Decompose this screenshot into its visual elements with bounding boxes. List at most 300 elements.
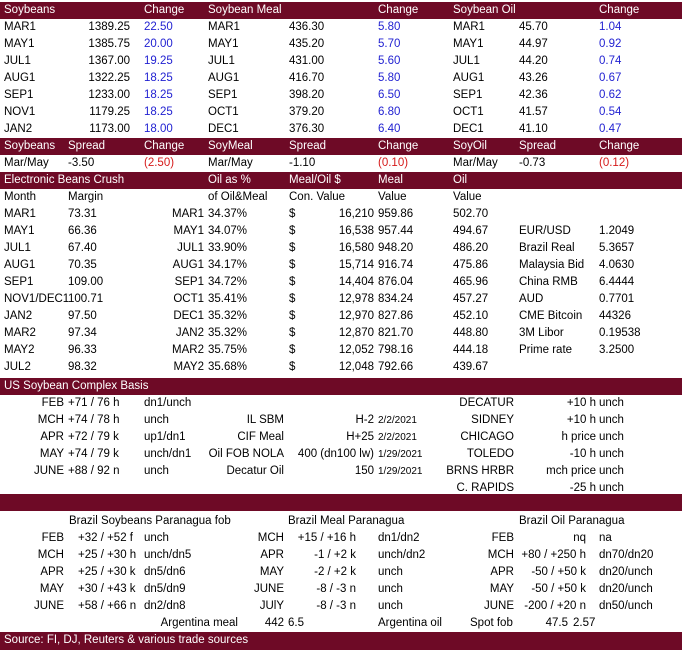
crush-meal-value: 792.66 [378, 361, 414, 373]
crush-oil-header: Oil [453, 174, 468, 186]
soymeal-price: 435.20 [289, 38, 325, 50]
fx-row [0, 223, 682, 240]
futures-row [0, 121, 682, 138]
crush-oil-pct: 33.90% [208, 242, 248, 254]
fx-label: China RMB [519, 276, 578, 288]
crush-margin: 97.34 [68, 327, 97, 339]
soymeal-month: MAR1 [208, 21, 240, 33]
brazil-meal-change: unch [378, 600, 403, 612]
crush-oil-pct: 35.32% [208, 310, 248, 322]
basis-row [0, 446, 682, 463]
fx-row [0, 274, 682, 291]
crush-meal-value: 798.16 [378, 344, 414, 356]
brazil-oil-month: MAY [489, 583, 514, 595]
crush-dollar: $ [289, 361, 296, 373]
soyoil-price: 43.26 [519, 72, 548, 84]
fx-row [0, 308, 682, 325]
crush-dollar: $ [289, 276, 296, 288]
soybean-price: 1322.25 [88, 72, 130, 84]
crush-oil-value: 502.70 [453, 208, 489, 220]
crush-month-2: MAR1 [172, 208, 204, 220]
crush-dollar: $ [289, 259, 296, 271]
brazil-oil-month: MCH [487, 549, 514, 561]
crush-oil-value: 475.86 [453, 259, 489, 271]
basis-change: unch [144, 465, 169, 477]
brazil-soy-change: dn5/dn9 [144, 583, 186, 595]
basis-month: FEB [41, 397, 64, 409]
spread-soyoil-label: Mar/May [453, 157, 498, 169]
soybeans-change-header: Change [144, 4, 185, 16]
soymeal-price: 398.20 [289, 89, 325, 101]
crush-meal-header: Meal [378, 174, 403, 186]
basis-location: SIDNEY [471, 414, 514, 426]
spread-soyoil-value: -0.73 [519, 157, 546, 169]
brazil-oil-month: FEB [491, 532, 514, 544]
soymeal-change-header: Change [378, 4, 419, 16]
brazil-soy-title: Brazil Soybeans Paranagua fob [69, 515, 231, 527]
crush-dollar: $ [289, 293, 296, 305]
crush-meal-oil-header: Meal/Oil $ [289, 174, 341, 186]
argentina-row [0, 615, 682, 632]
basis-location: C. RAPIDS [456, 482, 514, 494]
crush-margin-header: Margin [68, 191, 104, 203]
spread-soyoil-change-header: Change [599, 140, 640, 152]
basis-month: APR [40, 431, 64, 443]
soymeal-month: OCT1 [208, 106, 239, 118]
soymeal-change: 5.60 [378, 55, 401, 67]
futures-row [0, 87, 682, 104]
crush-oil-pct: 35.41% [208, 293, 248, 305]
fx-value: 5.3657 [599, 242, 635, 254]
soyoil-price: 41.10 [519, 123, 548, 135]
crush-margin: 67.40 [68, 242, 97, 254]
brazil-oil-month: APR [490, 566, 514, 578]
soyoil-change: 0.74 [599, 55, 622, 67]
brazil-meal-month: MAY [259, 566, 284, 578]
fx-row [0, 325, 682, 342]
basis-change: unch/dn1 [144, 448, 192, 460]
spreads-row [0, 155, 682, 172]
basis-mid-label: CIF Meal [237, 431, 284, 443]
soybean-change: 22.50 [144, 21, 173, 33]
basis-mid-value: H-2 [355, 414, 374, 426]
basis-location-value: -25 h [569, 482, 596, 494]
brazil-title-row [0, 513, 682, 530]
soyoil-change: 0.92 [599, 38, 622, 50]
futures-header-row [0, 2, 682, 19]
crush-oil-value: 439.67 [453, 361, 489, 373]
soybean-price: 1367.00 [88, 55, 130, 67]
futures-row [0, 104, 682, 121]
spread-soymeal-spread-header: Spread [289, 140, 327, 152]
spread-soymeal-change: (0.10) [378, 157, 409, 169]
crush-meal-value: 827.86 [378, 310, 414, 322]
soymeal-change: 6.50 [378, 89, 401, 101]
brazil-soy-value: +32 / +52 f [78, 532, 133, 544]
basis-location-value: mch price [546, 465, 596, 477]
crush-dollar: $ [289, 310, 296, 322]
separator-band [0, 494, 682, 511]
soybean-price: 1385.75 [88, 38, 130, 50]
basis-location: BRNS HRBR [446, 465, 514, 477]
basis-header-row [0, 378, 682, 395]
soymeal-change: 6.80 [378, 106, 401, 118]
crush-dollar: $ [289, 327, 296, 339]
crush-dollar: $ [289, 344, 296, 356]
spread-soyoil-header: SoyOil [453, 140, 487, 152]
crush-subheader-row [0, 189, 682, 206]
futures-row [0, 70, 682, 87]
soybean-month: JAN2 [4, 123, 33, 135]
spread-soymeal-value: -1.10 [289, 157, 316, 169]
brazil-meal-value: -8 / -3 n [316, 600, 356, 612]
crush-month: SEP1 [4, 276, 34, 288]
crush-meal-value: 821.70 [378, 327, 414, 339]
basis-value: +72 / 79 k [68, 431, 119, 443]
crush-oil-pct: 34.07% [208, 225, 248, 237]
brazil-soy-value: +30 / +43 k [78, 583, 136, 595]
basis-value: +88 / 92 n [68, 465, 120, 477]
brazil-soy-month: APR [40, 566, 64, 578]
crush-meal-value: 876.04 [378, 276, 414, 288]
brazil-meal-change: unch/dn2 [378, 549, 426, 561]
soyoil-month: JUL1 [453, 55, 480, 67]
crush-con-value: 12,978 [338, 293, 374, 305]
crush-month: AUG1 [4, 259, 36, 271]
soymeal-change: 5.70 [378, 38, 401, 50]
crush-meal-value: 959.86 [378, 208, 414, 220]
soyoil-change: 0.62 [599, 89, 622, 101]
brazil-soy-value: +58 / +66 n [78, 600, 137, 612]
brazil-oil-change: dn70/dn20 [599, 549, 654, 561]
brazil-soy-month: MAY [39, 583, 64, 595]
basis-mid-label: Decatur Oil [226, 465, 284, 477]
basis-value: +74 / 79 k [68, 448, 119, 460]
basis-mid-value: 400 (dn100 lw) [297, 448, 374, 460]
basis-title: US Soybean Complex Basis [4, 380, 149, 392]
source-note: Source: FI, DJ, Reuters & various trade sources [4, 634, 249, 646]
soybean-change: 18.25 [144, 72, 173, 84]
brazil-oil-value: +80 / +250 h [521, 549, 586, 561]
fx-value: 1.2049 [599, 225, 635, 237]
soybean-month: NOV1 [4, 106, 36, 118]
crush-oil-value-header: Value [453, 191, 482, 203]
soyoil-change: 0.67 [599, 72, 622, 84]
brazil-meal-month: MCH [257, 532, 284, 544]
soymeal-month: DEC1 [208, 123, 239, 135]
crush-oil-pct-header: Oil as % [208, 174, 251, 186]
soymeal-price: 431.00 [289, 55, 325, 67]
crush-margin: 70.35 [68, 259, 97, 271]
spread-soybeans-change: (2.50) [144, 157, 175, 169]
brazil-meal-value: +15 / +16 h [297, 532, 356, 544]
basis-mid-label: IL SBM [246, 414, 284, 426]
brazil-meal-value: -8 / -3 n [316, 583, 356, 595]
soybean-price: 1233.00 [88, 89, 130, 101]
argentina-oil-spot-label: Spot fob [470, 617, 513, 629]
basis-location-change: unch [599, 397, 624, 409]
crush-meal-value: 957.44 [378, 225, 414, 237]
crush-meal-value-header: Value [378, 191, 407, 203]
basis-change: unch [144, 414, 169, 426]
soyoil-month: SEP1 [453, 89, 483, 101]
fx-value: 3.2500 [599, 344, 635, 356]
soybean-change: 18.00 [144, 123, 173, 135]
soyoil-price: 41.57 [519, 106, 548, 118]
brazil-oil-change: na [599, 532, 612, 544]
brazil-meal-value: -2 / +2 k [314, 566, 356, 578]
fx-value: 0.19538 [599, 327, 641, 339]
crush-month: NOV1/DEC1 [4, 293, 70, 305]
soybeans-header: Soybeans [4, 4, 56, 16]
fx-value: 44326 [599, 310, 631, 322]
basis-location-change: unch [599, 414, 624, 426]
crush-con-value-header: Con. Value [289, 191, 346, 203]
argentina-oil-value: 47.5 [545, 617, 568, 629]
soyoil-month: MAY1 [453, 38, 484, 50]
brazil-oil-value: -50 / +50 k [531, 566, 586, 578]
brazil-soy-value: +25 / +30 k [78, 566, 136, 578]
crush-oil-pct: 35.68% [208, 361, 248, 373]
brazil-soy-month: FEB [41, 532, 64, 544]
basis-mid-date: 2/2/2021 [378, 432, 417, 443]
crush-con-value: 12,970 [338, 310, 374, 322]
crush-dollar: $ [289, 208, 296, 220]
brazil-oil-change: dn20/unch [599, 583, 653, 595]
brazil-soy-month: JUNE [33, 600, 64, 612]
brazil-soy-month: MCH [37, 549, 64, 561]
futures-row [0, 36, 682, 53]
crush-oil-value: 452.10 [453, 310, 489, 322]
basis-change: dn1/unch [144, 397, 192, 409]
fx-label: CME Bitcoin [519, 310, 583, 322]
basis-value: +74 / 78 h [68, 414, 120, 426]
soymeal-month: JUL1 [208, 55, 235, 67]
basis-location: CHICAGO [460, 431, 514, 443]
soymeal-price: 376.30 [289, 123, 325, 135]
footer-row [0, 632, 682, 650]
soybean-change: 18.25 [144, 89, 173, 101]
crush-dollar: $ [289, 242, 296, 254]
basis-location-change: unch [599, 465, 624, 477]
fx-label: 3M Libor [519, 327, 564, 339]
crush-month: JUL1 [4, 242, 31, 254]
soyoil-change: 1.04 [599, 21, 622, 33]
fx-row [0, 342, 682, 359]
basis-location-value: -10 h [569, 448, 596, 460]
basis-mid-value: 150 [354, 465, 374, 477]
crush-oil-pct: 35.32% [208, 327, 248, 339]
brazil-meal-value: -1 / +2 k [314, 549, 356, 561]
crush-month-2: AUG1 [172, 259, 204, 271]
basis-mid-date: 1/29/2021 [378, 466, 423, 477]
crush-month-2: MAY1 [173, 225, 204, 237]
brazil-meal-change: unch [378, 566, 403, 578]
brazil-soy-value: +25 / +30 h [78, 549, 137, 561]
crush-oil-pct: 35.75% [208, 344, 248, 356]
soyoil-change: 0.47 [599, 123, 622, 135]
spread-soymeal-label: Mar/May [208, 157, 253, 169]
soyoil-price: 42.36 [519, 89, 548, 101]
basis-month: MCH [37, 414, 64, 426]
basis-month: MAY [39, 448, 64, 460]
crush-meal-value: 916.74 [378, 259, 414, 271]
crush-margin: 109.00 [68, 276, 104, 288]
crush-oil-pct: 34.37% [208, 208, 248, 220]
crush-month: MAR2 [4, 327, 36, 339]
fx-label: Prime rate [519, 344, 573, 356]
crush-month: MAY1 [4, 225, 35, 237]
soyoil-header: Soybean Oil [453, 4, 516, 16]
basis-location-change: unch [599, 448, 624, 460]
spread-soyoil-spread-header: Spread [519, 140, 557, 152]
basis-row [0, 463, 682, 480]
fx-label: EUR/USD [519, 225, 571, 237]
brazil-meal-month: JUlY [259, 600, 284, 612]
basis-row [0, 429, 682, 446]
soybean-price: 1389.25 [88, 21, 130, 33]
soybean-month: MAY1 [4, 38, 35, 50]
fx-label: Malaysia Bid [519, 259, 585, 271]
fx-row [0, 257, 682, 274]
crush-con-value: 16,210 [338, 208, 374, 220]
spread-soybeans-value: -3.50 [68, 157, 95, 169]
soyoil-month: OCT1 [453, 106, 484, 118]
argentina-meal-label: Argentina meal [160, 617, 238, 629]
fx-row [0, 240, 682, 257]
crush-oil-pct: 34.17% [208, 259, 248, 271]
basis-location-value: +10 h [566, 414, 596, 426]
soymeal-change: 5.80 [378, 72, 401, 84]
brazil-oil-change: dn20/unch [599, 566, 653, 578]
soyoil-price: 45.70 [519, 21, 548, 33]
spread-soybeans-label: Mar/May [4, 157, 49, 169]
soymeal-price: 436.30 [289, 21, 325, 33]
crush-meal-value: 834.24 [378, 293, 414, 305]
spread-soymeal-change-header: Change [378, 140, 419, 152]
brazil-row [0, 547, 682, 564]
futures-row [0, 19, 682, 36]
basis-mid-date: 1/29/2021 [378, 449, 423, 460]
crush-oil-value: 465.96 [453, 276, 489, 288]
crush-con-value: 16,538 [338, 225, 374, 237]
spread-soybeans-spread-header: Spread [68, 140, 106, 152]
argentina-oil-label: Argentina oil [378, 617, 442, 629]
futures-row [0, 53, 682, 70]
crush-margin: 100.71 [68, 293, 104, 305]
basis-location-change: unch [599, 482, 624, 494]
crush-oil-value: 494.67 [453, 225, 489, 237]
basis-location: DECATUR [459, 397, 514, 409]
brazil-oil-value: -50 / +50 k [531, 583, 586, 595]
fx-label: Brazil Real [519, 242, 575, 254]
crush-row [0, 206, 682, 223]
brazil-meal-month: JUNE [253, 583, 284, 595]
soyoil-month: AUG1 [453, 72, 485, 84]
soymeal-price: 379.20 [289, 106, 325, 118]
soymeal-price: 416.70 [289, 72, 325, 84]
soyoil-change-header: Change [599, 4, 640, 16]
brazil-soy-change: unch [144, 532, 169, 544]
crush-con-value: 12,052 [338, 344, 374, 356]
soymeal-month: SEP1 [208, 89, 238, 101]
soymeal-change: 6.40 [378, 123, 401, 135]
soyoil-month: DEC1 [453, 123, 484, 135]
crush-month-2: JAN2 [175, 327, 204, 339]
soybean-month: MAR1 [4, 21, 36, 33]
crush-month-2: MAY2 [173, 361, 204, 373]
soyoil-month: MAR1 [453, 21, 485, 33]
basis-change: up1/dn1 [144, 431, 186, 443]
brazil-soy-change: dn5/dn6 [144, 566, 186, 578]
crush-margin: 73.31 [68, 208, 97, 220]
crush-month-2: MAR2 [172, 344, 204, 356]
crush-month-2: JUL1 [177, 242, 204, 254]
spread-soybeans-change-header: Change [144, 140, 185, 152]
crush-margin: 66.36 [68, 225, 97, 237]
fx-value: 0.7701 [599, 293, 635, 305]
fx-value: 4.0630 [599, 259, 635, 271]
soybean-change: 19.25 [144, 55, 173, 67]
soymeal-month: AUG1 [208, 72, 240, 84]
basis-row [0, 395, 682, 412]
brazil-oil-value: nq [573, 532, 586, 544]
argentina-meal-value: 442 [264, 617, 284, 629]
crush-row [0, 359, 682, 376]
crush-con-value: 14,404 [338, 276, 374, 288]
argentina-meal-change: 6.5 [288, 617, 304, 629]
brazil-row [0, 598, 682, 615]
brazil-row [0, 581, 682, 598]
basis-value: +71 / 76 h [68, 397, 120, 409]
crush-meal-value: 948.20 [378, 242, 414, 254]
soyoil-change: 0.54 [599, 106, 622, 118]
basis-mid-value: H+25 [346, 431, 374, 443]
crush-oil-value: 448.80 [453, 327, 489, 339]
fx-value: 6.4444 [599, 276, 635, 288]
soyoil-price: 44.20 [519, 55, 548, 67]
soymeal-header: Soybean Meal [208, 4, 282, 16]
brazil-oil-title: Brazil Oil Paranagua [519, 515, 625, 527]
basis-location: TOLEDO [466, 448, 514, 460]
crush-oil-value: 457.27 [453, 293, 489, 305]
crush-month: JAN2 [4, 310, 33, 322]
crush-oil-value: 444.18 [453, 344, 489, 356]
spread-soybeans-header: Soybeans [4, 140, 56, 152]
brazil-meal-change: dn1/dn2 [378, 532, 420, 544]
crush-margin: 96.33 [68, 344, 97, 356]
fx-label: AUD [519, 293, 544, 305]
crush-month-2: SEP1 [174, 276, 204, 288]
basis-row [0, 412, 682, 429]
fx-row [0, 291, 682, 308]
brazil-oil-change: dn50/unch [599, 600, 653, 612]
soybean-price: 1179.25 [89, 106, 130, 118]
brazil-soy-change: unch/dn5 [144, 549, 192, 561]
crush-con-value: 12,048 [338, 361, 374, 373]
crush-dollar: $ [289, 225, 296, 237]
basis-mid-label: Oil FOB NOLA [208, 448, 284, 460]
basis-location-value: +10 h [566, 397, 596, 409]
brazil-meal-change: unch [378, 583, 403, 595]
crush-title: Electronic Beans Crush [4, 174, 125, 186]
basis-location-value: h price [561, 431, 596, 443]
crush-margin: 98.32 [68, 361, 97, 373]
crush-month: MAR1 [4, 208, 36, 220]
soybean-month: SEP1 [4, 89, 34, 101]
basis-month: JUNE [33, 465, 64, 477]
spreads-header-row [0, 138, 682, 155]
